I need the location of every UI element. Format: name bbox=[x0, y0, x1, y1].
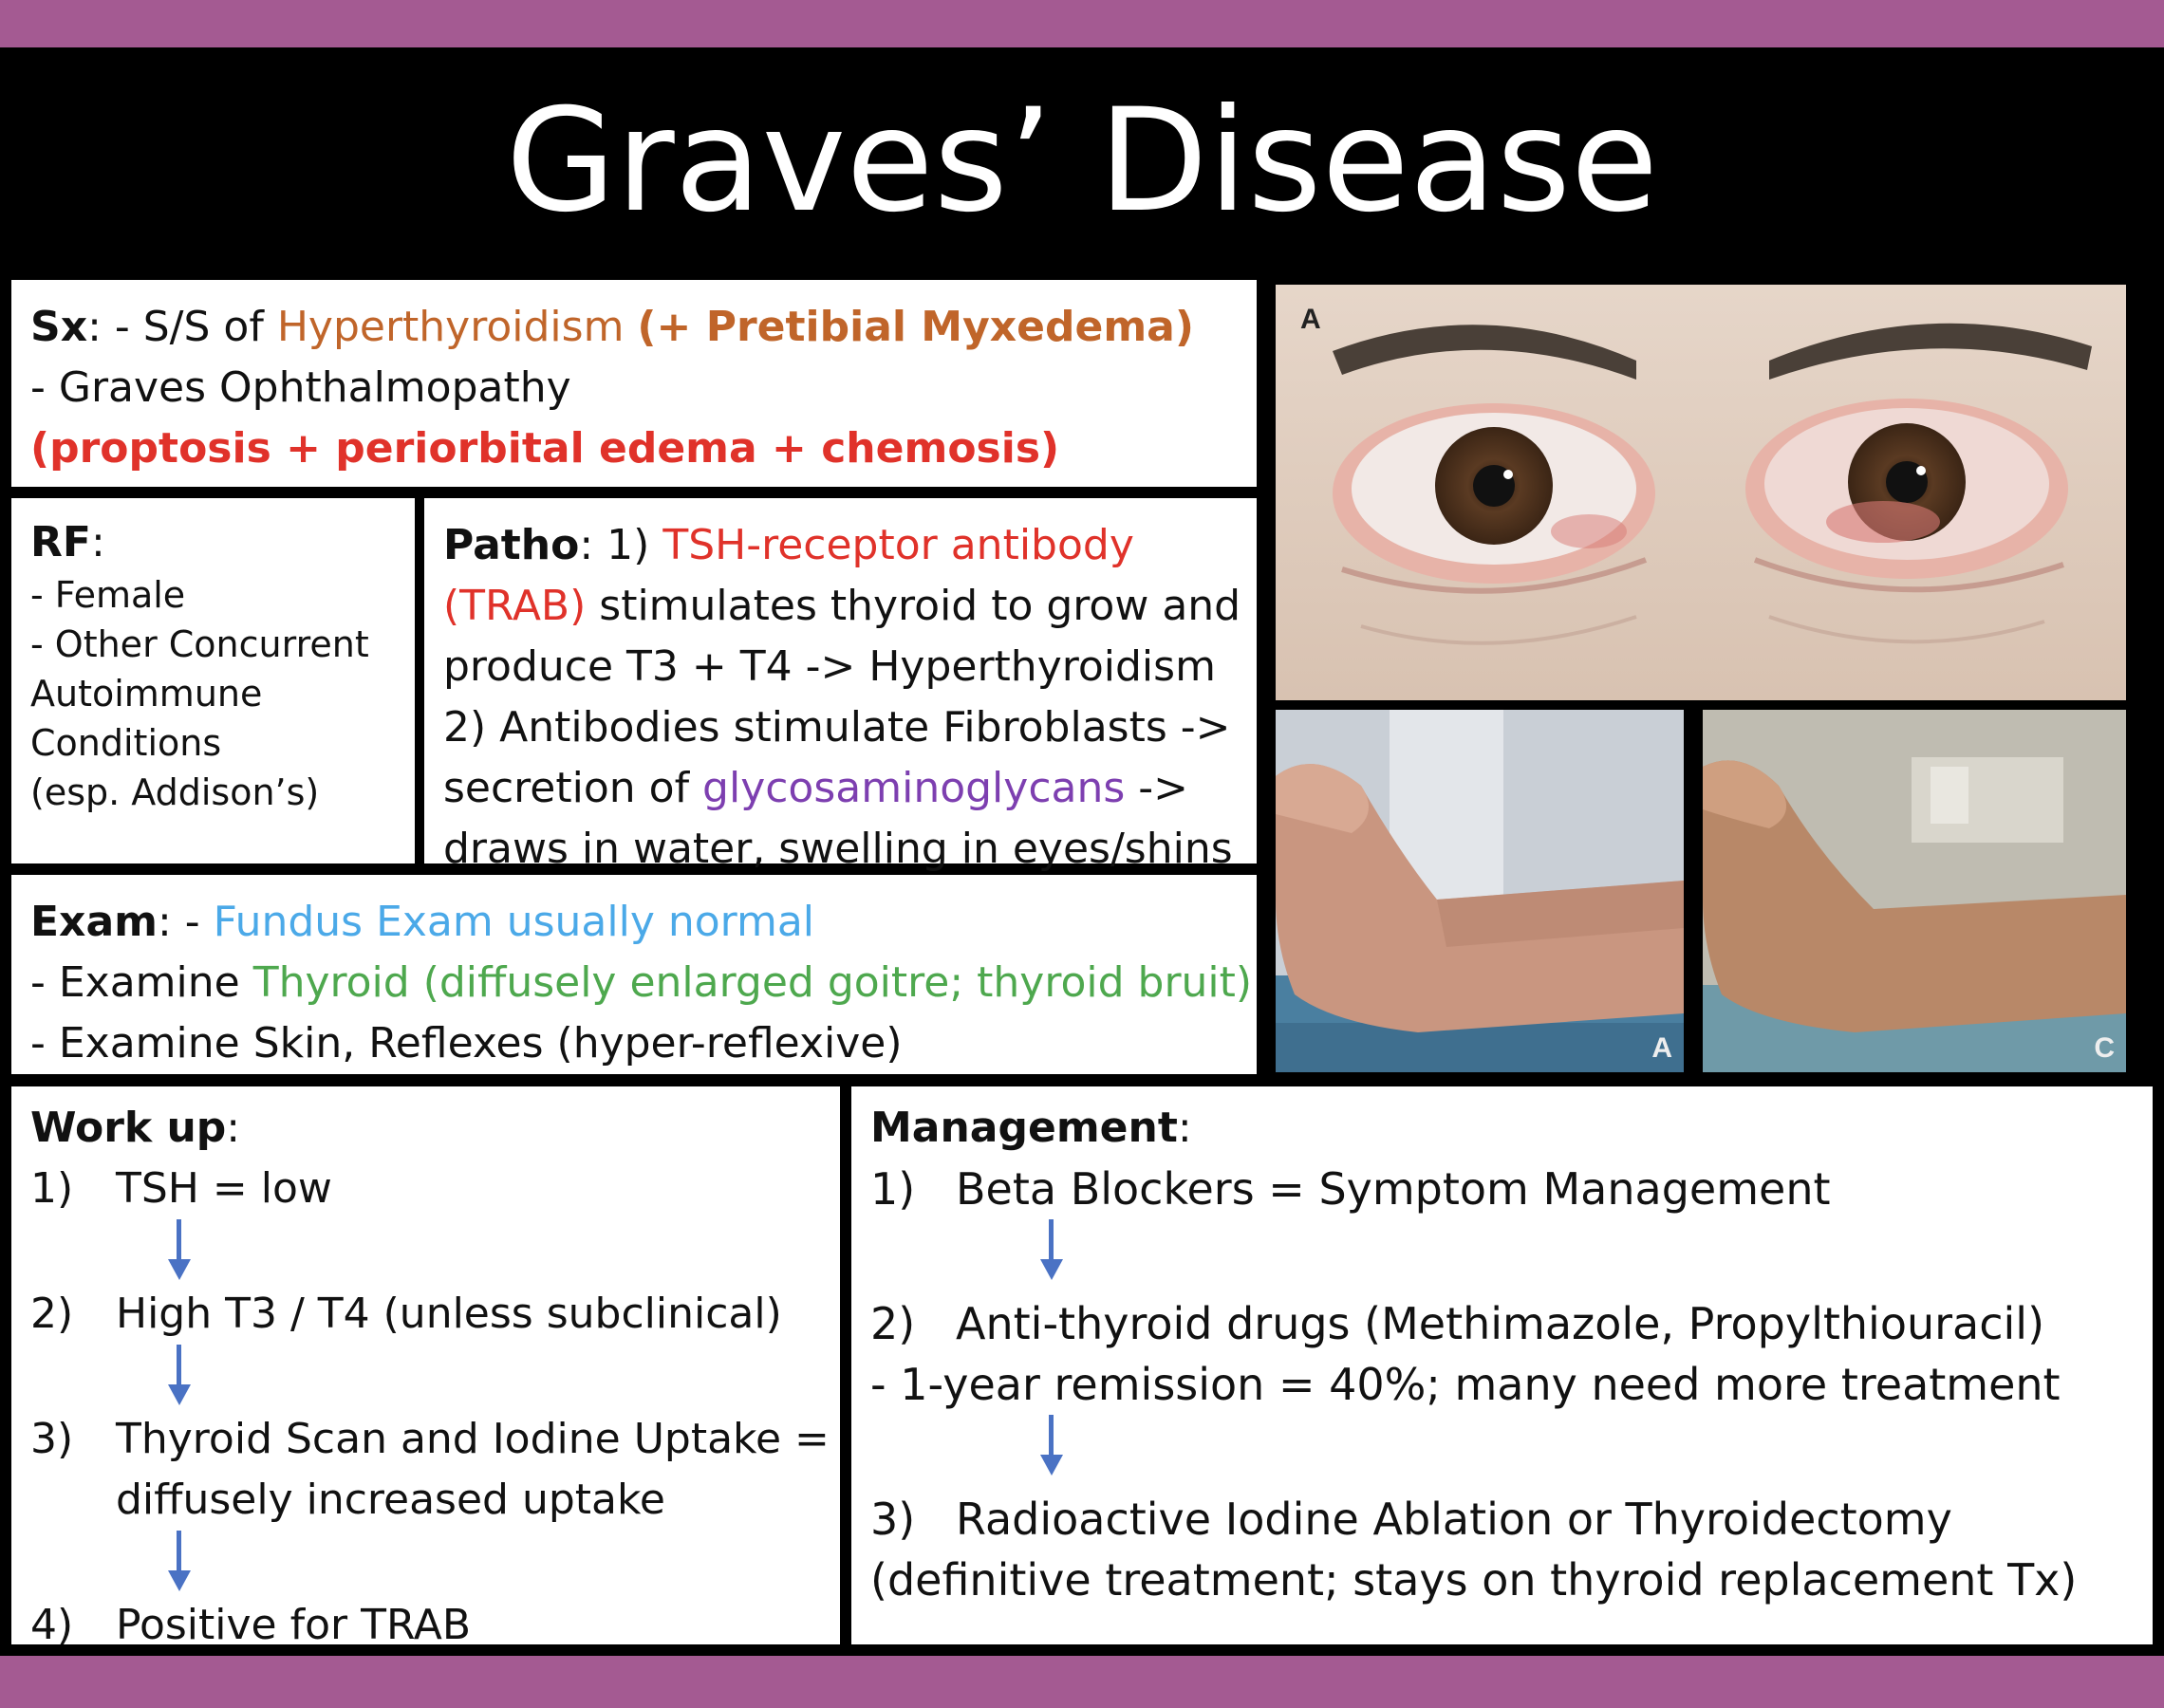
leg-left-label: A bbox=[1651, 1032, 1672, 1064]
eyes-photo bbox=[1276, 285, 2126, 700]
rf-item: Conditions bbox=[30, 722, 222, 764]
patho-line-6: draws in water, swelling in eyes/shins bbox=[443, 825, 1233, 873]
workup-step-2: 2) High T3 / T4 (unless subclinical) bbox=[30, 1290, 782, 1338]
exam-line-1: Exam: - Fundus Exam usually normal bbox=[30, 898, 815, 946]
eyes-illustration bbox=[1276, 285, 2126, 700]
sx-line-3: (proptosis + periorbital edema + chemosis) bbox=[30, 424, 1060, 473]
management-step-3: 3) Radioactive Iodine Ablation or Thyroidectomy bbox=[870, 1494, 1952, 1545]
rf-item: - Other Concurrent bbox=[30, 623, 369, 665]
workup-box bbox=[11, 1086, 840, 1649]
workup-step-4: 4) Positive for TRAB bbox=[30, 1601, 472, 1649]
exam-box bbox=[11, 875, 1257, 1074]
sx-line-1: Sx: - S/S of Hyperthyroidism (+ Pretibial Myxedema) bbox=[30, 303, 1194, 351]
exam-line-3: - Examine Skin, Reflexes (hyper-reflexive) bbox=[30, 1019, 903, 1068]
patho-line-1: Patho: 1) TSH-receptor antibody bbox=[443, 521, 1134, 569]
management-box bbox=[851, 1086, 2153, 1644]
down-arrow-icon bbox=[165, 1219, 194, 1284]
rf-heading: RF: bbox=[30, 518, 105, 566]
eyes-photo-label: A bbox=[1300, 304, 1321, 335]
leg-left-illustration bbox=[1276, 710, 1684, 1072]
down-arrow-icon bbox=[165, 1345, 194, 1409]
rf-item: (esp. Addison’s) bbox=[30, 771, 320, 813]
workup-step-1: 1) TSH = low bbox=[30, 1164, 332, 1213]
workup-step-3-cont: diffusely increased uptake bbox=[116, 1476, 665, 1524]
slide-title: Graves’ Disease bbox=[505, 79, 1659, 244]
workup-step-3: 3) Thyroid Scan and Iodine Uptake = bbox=[30, 1415, 830, 1463]
patho-line-3: produce T3 + T4 -> Hyperthyroidism bbox=[443, 642, 1216, 691]
pathophysiology-box bbox=[424, 498, 1257, 873]
down-arrow-icon bbox=[1037, 1219, 1066, 1293]
leg-photo-right bbox=[1703, 710, 2126, 1072]
top-band bbox=[0, 0, 2164, 47]
risk-factors-box bbox=[11, 498, 415, 863]
exam-line-2: - Examine Thyroid (diffusely enlarged goitre; thyroid bruit) bbox=[30, 958, 1253, 1007]
patho-line-5: secretion of glycosaminoglycans -> bbox=[443, 764, 1189, 812]
management-step-1: 1) Beta Blockers = Symptom Management bbox=[870, 1163, 1831, 1215]
patho-line-4: 2) Antibodies stimulate Fibroblasts -> bbox=[443, 703, 1231, 752]
rf-item: - Female bbox=[30, 574, 186, 616]
rf-item: Autoimmune bbox=[30, 673, 263, 715]
management-step-2: 2) Anti-thyroid drugs (Methimazole, Propylthiouracil) bbox=[870, 1298, 2045, 1349]
symptoms-box bbox=[11, 280, 1257, 487]
patho-line-2: (TRAB) stimulates thyroid to grow and bbox=[443, 582, 1241, 630]
management-heading: Management: bbox=[870, 1104, 1192, 1152]
workup-heading: Work up: bbox=[30, 1104, 241, 1152]
down-arrow-icon bbox=[165, 1531, 194, 1595]
sx-line-2: - Graves Ophthalmopathy bbox=[30, 363, 571, 412]
leg-photo-left bbox=[1276, 710, 1684, 1072]
leg-right-illustration bbox=[1703, 710, 2126, 1072]
management-step-2-note: - 1-year remission = 40%; many need more treatment bbox=[870, 1359, 2061, 1410]
management-step-3-note: (definitive treatment; stays on thyroid replacement Tx) bbox=[870, 1554, 2078, 1606]
leg-right-label: C bbox=[2094, 1032, 2115, 1064]
down-arrow-icon bbox=[1037, 1415, 1066, 1489]
bottom-band bbox=[0, 1656, 2164, 1708]
